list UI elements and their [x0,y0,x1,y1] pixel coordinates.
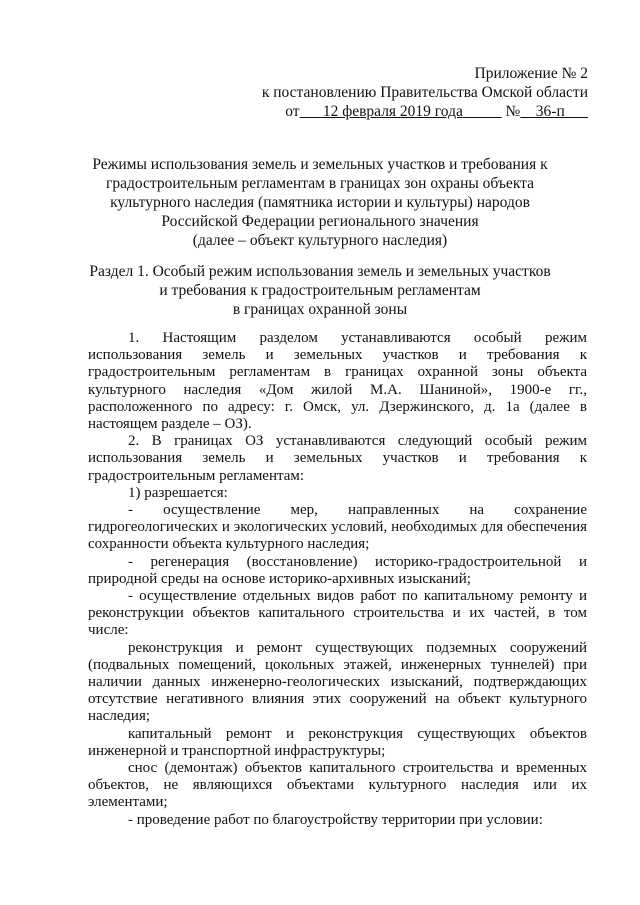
title-line: градостроительным регламентам в границах зон охраны объекта [106,175,534,192]
list-item: - проведение работ по благоустройству территории при условии: [128,811,543,828]
appendix-resolution: к постановлению Правительства Омской области [261,84,588,101]
document-body [88,330,587,829]
section-line: в границах охранной зоны [232,301,408,318]
section-heading [60,262,580,319]
subitem-allowed: 1) разрешается: [128,484,228,501]
appendix-number: Приложение № 2 [474,65,588,82]
paragraph-2: 2. В границах ОЗ устанавливаются следующий особый режим использования земель и земельных участков и требования к градостроительным регламентам: [88,433,587,484]
paragraph-1: 1. Настоящим разделом устанавливаются особый режим использования земель и земельных участков и требования к градостроительным регламентам в границах охранной зоны объекта культурного наследия «Дом жилой М.А. Шаниной», 1900-е гг., расположенного по адресу: г. Омск, ул. Дзержинского, д. 1а (далее в настоящем разделе – ОЗ). [88,330,587,433]
title-line: Режимы использования земель и земельных участков и требования к [92,156,548,173]
appendix-header [248,64,588,121]
title-line: (далее – объект культурного наследия) [192,232,448,249]
list-subitem: реконструкция и ремонт существующих подземных сооружений (подвальных помещений, цокольных этажей, инженерных туннелей) при наличии данных инженерно-геологических изысканий, подтверждающих отсутствие негативного влияния этих сооружений на объект культурного наследия; [88,639,587,725]
list-item: - осуществление мер, направленных на сохранение гидрогеологических и экологических условий, необходимых для обеспечения сохранности объекта культурного наследия; [88,502,587,553]
number-label: № [505,103,521,120]
from-label: от [285,103,300,120]
title-line: культурного наследия (памятника истории и культуры) народов [110,194,530,211]
section-line: Раздел 1. Особый режим использования земель и земельных участков [89,263,551,280]
title-line: Российской Федерации регионального значения [161,213,479,230]
resolution-date: 12 февраля 2019 года [322,103,463,120]
list-item: - регенерация (восстановление) историко-градостроительной и природной среды на основе историко-архивных изысканий; [88,553,587,587]
section-line: и требования к градостроительным регламентам [159,282,481,299]
appendix-date-number [248,102,588,121]
resolution-number: 36-п [535,103,565,120]
list-subitem: капитальный ремонт и реконструкция существующих объектов инженерной и транспортной инфраструктуры; [88,725,587,759]
list-item: - осуществление отдельных видов работ по капитальному ремонту и реконструкции объектов капитального строительства и их частей, в том числе: [88,588,587,639]
document-title [60,155,580,250]
list-subitem: снос (демонтаж) объектов капитального строительства и временных объектов, не являющихся объектами культурного наследия или их элементами; [88,760,587,811]
